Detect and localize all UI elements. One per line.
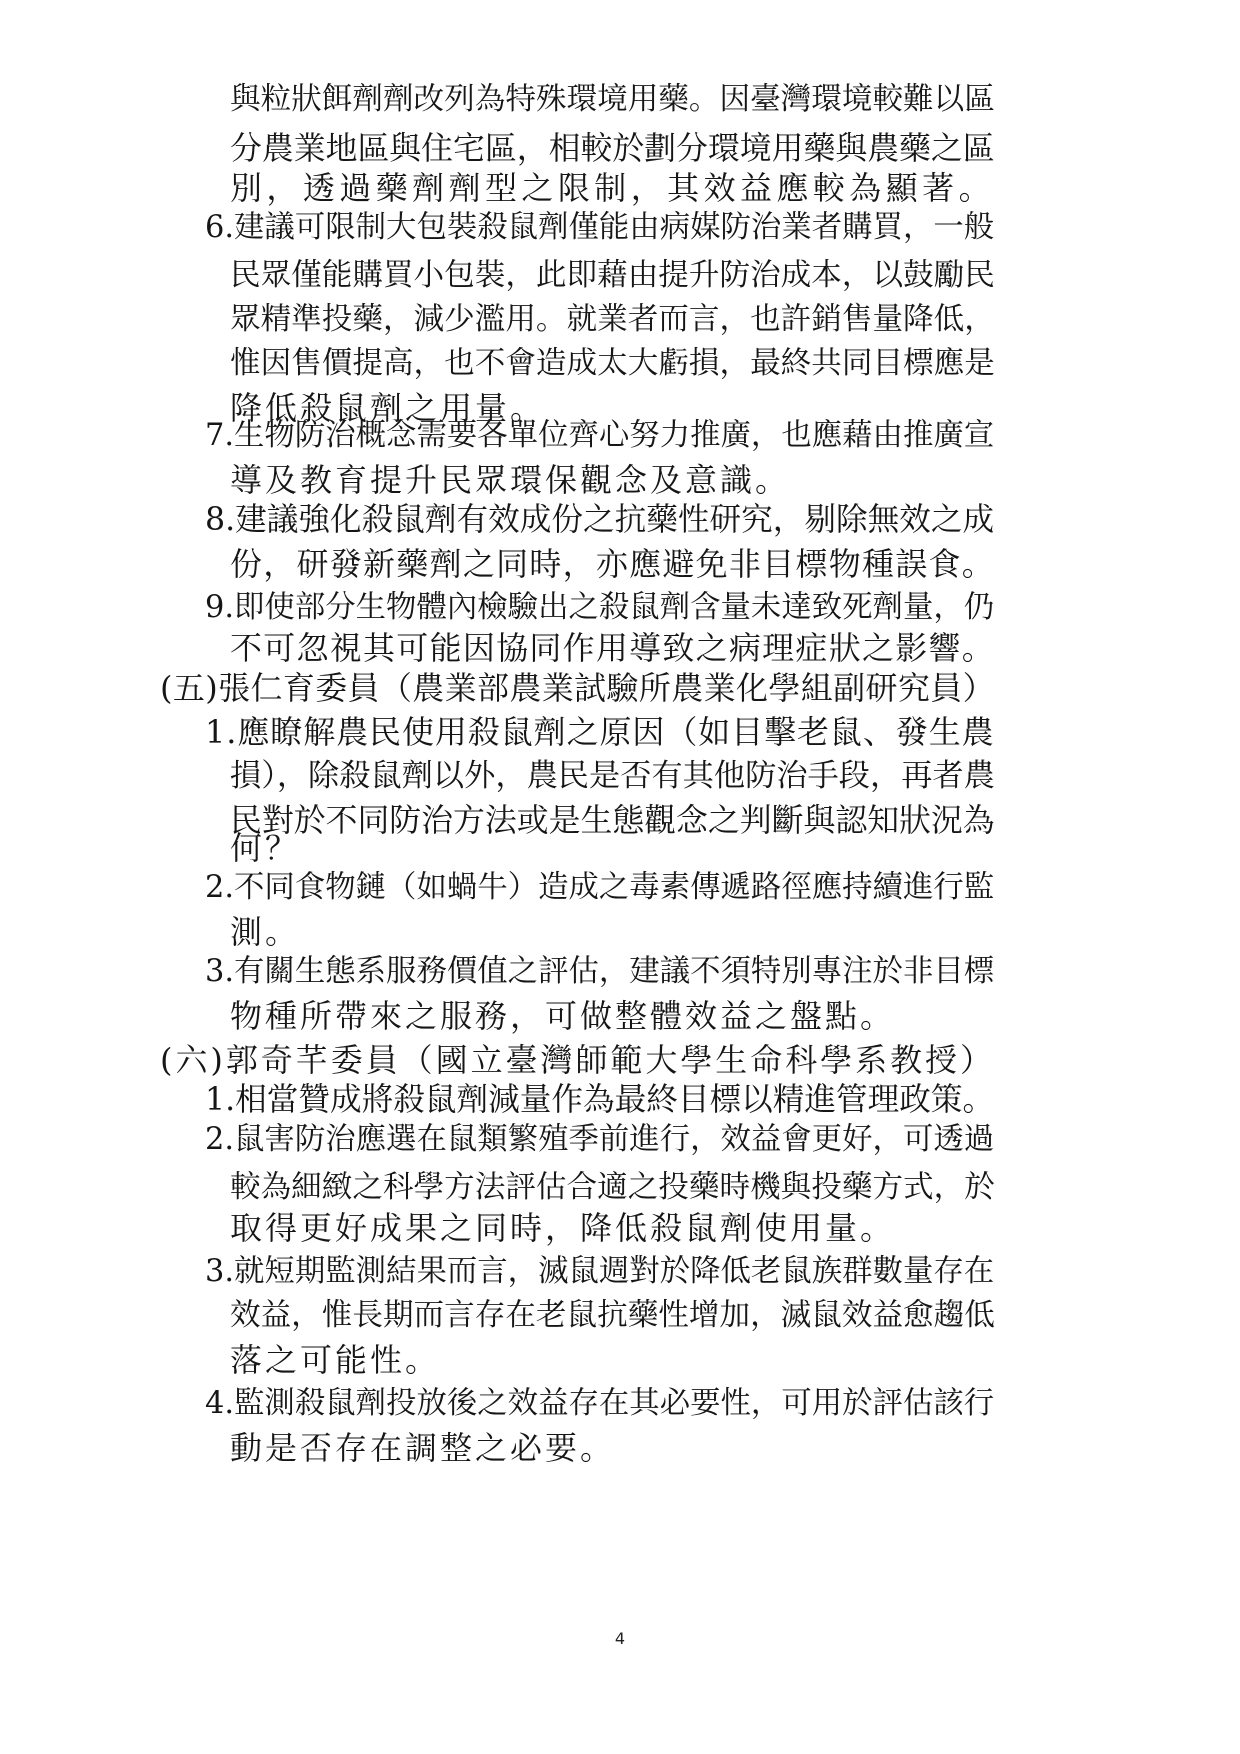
text-line: 較為細緻之科學方法評估合適之投藥時機與投藥方式，於 — [230, 1170, 995, 1205]
text-line: 民眾僅能購買小包裝，此即藉由提升防治成本，以鼓勵民 — [230, 258, 995, 293]
text-line: 取得更好成果之同時，降低殺鼠劑使用量。 — [230, 1209, 896, 1247]
text-line: 動是否存在調整之必要。 — [230, 1429, 616, 1467]
page-number: 4 — [614, 1629, 626, 1648]
text-line: 不可忽視其可能因協同作用導致之病理症狀之影響。 — [230, 629, 996, 667]
text-line: 3.就短期監測結果而言，滅鼠週對於降低老鼠族群數量存在 — [205, 1254, 995, 1289]
text-line: 別，透過藥劑劑型之限制，其效益應較為顯著。 — [230, 169, 996, 207]
text-line: 7.生物防治概念需要各單位齊心努力推廣，也應藉由推廣宣 — [205, 418, 995, 453]
text-line: 惟因售價提高，也不會造成太大虧損，最終共同目標應是 — [230, 346, 995, 381]
text-line: 2.鼠害防治應選在鼠類繁殖季前進行，效益會更好，可透過 — [205, 1122, 995, 1157]
text-line: (六)郭奇芊委員（國立臺灣師範大學生命科學系教授） — [160, 1041, 995, 1079]
text-line: 4.監測殺鼠劑投放後之效益存在其必要性，可用於評估該行 — [205, 1386, 995, 1421]
text-line: 測。 — [230, 913, 301, 951]
text-line: 8.建議強化殺鼠劑有效成份之抗藥性研究，剔除無效之成 — [205, 502, 995, 538]
text-line: 眾精準投藥，減少濫用。就業者而言，也許銷售量降低， — [230, 302, 995, 337]
text-line: 導及教育提升民眾環保觀念及意識。 — [230, 461, 791, 499]
text-line: (五)張仁育委員（農業部農業試驗所農業化學組副研究員） — [160, 669, 995, 707]
text-line: 落之可能性。 — [230, 1341, 441, 1379]
text-line: 1.相當贊成將殺鼠劑減量作為最終目標以精進管理政策。 — [205, 1082, 995, 1118]
text-line: 9.即使部分生物體內檢驗出之殺鼠劑含量未達致死劑量，仍 — [205, 590, 995, 625]
text-line: 何？ — [230, 829, 301, 867]
text-line: 1.應瞭解農民使用殺鼠劑之原因（如目擊老鼠、發生農 — [205, 713, 995, 751]
text-line: 效益，惟長期而言存在老鼠抗藥性增加，滅鼠效益愈趨低 — [230, 1298, 995, 1333]
text-line: 損），除殺鼠劑以外，農民是否有其他防治手段，再者農 — [230, 758, 995, 794]
text-line: 物種所帶來之服務，可做整體效益之盤點。 — [230, 997, 896, 1035]
text-line: 分農業地區與住宅區，相較於劃分環境用藥與農藥之區 — [230, 129, 995, 167]
text-line: 6.建議可限制大包裝殺鼠劑僅能由病媒防治業者購買，一般 — [205, 210, 995, 245]
text-line: 民對於不同防治方法或是生態觀念之判斷與認知狀況為 — [230, 801, 995, 839]
text-line: 2.不同食物鏈（如蝸牛）造成之毒素傳遞路徑應持續進行監 — [205, 870, 995, 905]
text-line: 3.有關生態系服務價值之評估，建議不須特別專注於非目標 — [205, 954, 995, 989]
text-line: 降低殺鼠劑之用量。 — [230, 389, 546, 427]
text-line: 與粒狀餌劑劑改列為特殊環境用藥。因臺灣環境較難以區 — [230, 82, 995, 117]
text-line: 份，研發新藥劑之同時，亦應避免非目標物種誤食。 — [230, 545, 996, 583]
